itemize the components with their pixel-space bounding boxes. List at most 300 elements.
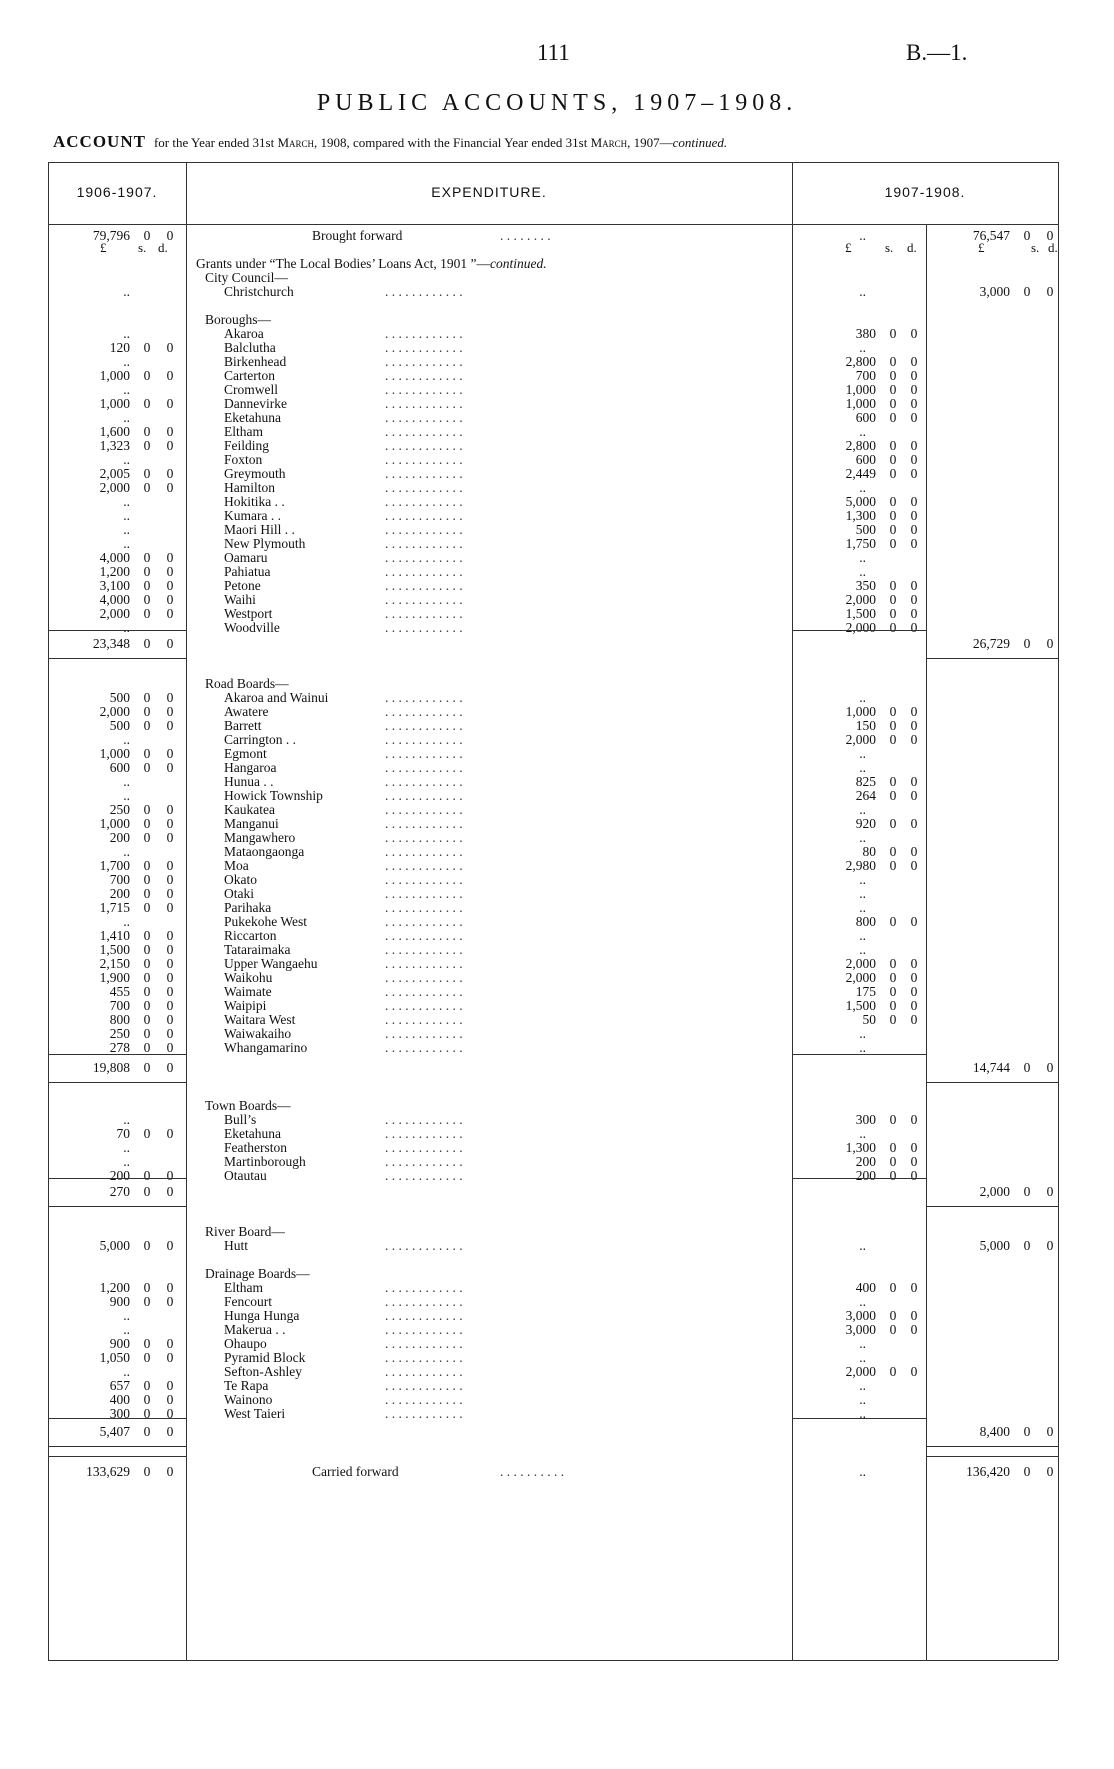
amount-1906-shillings: 0 (143, 578, 151, 593)
line-item-label: Waiwakaiho (224, 1026, 292, 1041)
amount-1907-detail-shillings: 0 (889, 984, 897, 999)
amount-1907-detail-pounds: 825 (855, 774, 876, 789)
amount-1906-pence: 0 (166, 340, 174, 355)
amount-1906-pounds: 1,200 (99, 564, 130, 579)
column-divider-left (186, 162, 187, 1660)
amount-1906-pounds: 2,000 (99, 606, 130, 621)
amount-1906-pounds: 1,200 (99, 1280, 130, 1295)
line-item-label: Waihi (224, 592, 256, 607)
line-item-label: Awatere (224, 704, 269, 719)
amount-1906-pounds: .. (123, 410, 130, 425)
leader-dots: . . . . . . . . . . . . (385, 382, 463, 397)
leader-dots: . . . . . . . . . . . . (385, 816, 463, 831)
leader-dots: . . . . . . . . . . . . (385, 1168, 463, 1183)
amount-1906-pounds: .. (123, 494, 130, 509)
leader-dots: . . . . . . . . . . . . (385, 522, 463, 537)
leader-dots: . . . . . . . . . . . . (385, 690, 463, 705)
amount-1907-detail-shillings: 0 (889, 1322, 897, 1337)
subtitle-month-1: March (277, 135, 315, 150)
amount-1906-pounds: .. (123, 732, 130, 747)
section-heading: Drainage Boards— (205, 1266, 310, 1281)
amount-1907-detail-pence: 0 (910, 984, 918, 999)
amount-1906-pounds: 1,600 (99, 424, 130, 439)
pound-label: £ (845, 240, 852, 255)
detail-nil: .. (859, 564, 866, 579)
amount-1906-shillings: 0 (143, 396, 151, 411)
amount-1906-pounds: 500 (109, 690, 130, 705)
line-item-label: Waimate (224, 984, 272, 999)
heading-continued: continued. (490, 256, 547, 271)
amount-1906-shillings: 0 (143, 1126, 151, 1141)
leader-dots: . . . . . . . . . . . . (385, 788, 463, 803)
amount-1906-shillings: 0 (143, 424, 151, 439)
leader-dots: . . . . . . . . . . . . (385, 998, 463, 1013)
leader-dots: . . . . . . . . . . . . (385, 1364, 463, 1379)
amount-1906-pounds: 250 (109, 802, 130, 817)
line-item-label: Makerua . . (224, 1322, 286, 1337)
amount-1906-pounds: 500 (109, 718, 130, 733)
pound-label: £ (978, 240, 985, 255)
amount-1906-pence: 0 (166, 1464, 174, 1479)
carried-forward-rule (926, 1456, 1058, 1457)
page-number: 111 (537, 40, 570, 65)
line-item-label: Kaukatea (224, 802, 275, 817)
amount-1906-pounds: .. (123, 452, 130, 467)
subtotal-1907-shillings: 0 (1023, 1424, 1031, 1439)
amount-1906-pounds: 1,323 (99, 438, 130, 453)
leader-dots: . . . . . . . . (500, 228, 551, 243)
amount-1907-detail-shillings: 0 (889, 326, 897, 341)
leader-dots: . . . . . . . . . . . . (385, 368, 463, 383)
amount-1907-detail-pence: 0 (910, 508, 918, 523)
leader-dots: . . . . . . . . . . . . (385, 970, 463, 985)
shilling-label: s. (138, 240, 147, 255)
leader-dots: . . . . . . . . . . . . (385, 1238, 463, 1253)
leader-dots: . . . . . . . . . . . . (385, 1294, 463, 1309)
amount-1907-detail-shillings: 0 (889, 606, 897, 621)
line-item-label: Westport (224, 606, 273, 621)
leader-dots: . . . . . . . . . . . . (385, 928, 463, 943)
leader-dots: . . . . . . . . . . . . (385, 1112, 463, 1127)
subtotal-1906-pence: 0 (166, 636, 174, 651)
leader-dots: . . . . . . . . . . . . (385, 844, 463, 859)
amount-1906-shillings: 0 (143, 942, 151, 957)
amount-1907-detail-pounds: 380 (855, 326, 876, 341)
amount-1906-pence: 0 (166, 1294, 174, 1309)
amount-1906-pounds: 2,150 (99, 956, 130, 971)
amount-1906-pounds: 200 (109, 830, 130, 845)
amount-1906-pounds: 1,410 (99, 928, 130, 943)
amount-1907-detail-pounds: 2,000 (845, 1364, 876, 1379)
detail-nil: .. (859, 1040, 866, 1055)
amount-1906-shillings: 0 (143, 900, 151, 915)
amount-1907-detail-pounds: 200 (855, 1154, 876, 1169)
amount-1906-shillings: 0 (143, 1294, 151, 1309)
amount-1907-total-pence: 0 (1046, 284, 1054, 299)
amount-1906-pounds: 700 (109, 872, 130, 887)
amount-1907-detail-shillings: 0 (889, 844, 897, 859)
leader-dots: . . . . . . . . . . . . (385, 410, 463, 425)
detail-nil: .. (859, 424, 866, 439)
amount-1906-shillings: 0 (143, 1406, 151, 1421)
amount-1906-pence: 0 (166, 802, 174, 817)
subtotal-rule-total (926, 658, 1058, 659)
column-header-1906-1907: 1906-1907. (76, 184, 158, 200)
amount-1907-detail-shillings: 0 (889, 914, 897, 929)
line-item-label: Brought forward (312, 228, 403, 243)
subtotal-1907-pounds: 14,744 (972, 1060, 1010, 1075)
amount-1907-detail-pence: 0 (910, 522, 918, 537)
amount-1906-pounds: .. (123, 620, 130, 635)
amount-1906-shillings: 0 (143, 928, 151, 943)
page-title: PUBLIC ACCOUNTS, 1907–1908. (316, 90, 798, 116)
amount-1907-detail-shillings: 0 (889, 368, 897, 383)
amount-1907-detail-shillings: 0 (889, 354, 897, 369)
detail-nil: .. (859, 1350, 866, 1365)
line-item-label: Hunga Hunga (224, 1308, 300, 1323)
subtotal-1907-pounds: 2,000 (979, 1184, 1010, 1199)
amount-1906-pounds: .. (123, 354, 130, 369)
amount-1906-shillings: 0 (143, 690, 151, 705)
amount-1906-pence: 0 (166, 746, 174, 761)
subtotal-rule-prev (48, 1178, 186, 1179)
line-item-label: Oamaru (224, 550, 268, 565)
amount-1907-detail-pounds: 600 (855, 452, 876, 467)
amount-1907-detail-pence: 0 (910, 354, 918, 369)
leader-dots: . . . . . . . . . . . . (385, 620, 463, 635)
subtotal-1906-pounds: 19,808 (92, 1060, 130, 1075)
subtotal-rule-detail (792, 1054, 926, 1055)
amount-1907-detail-pounds: 2,000 (845, 592, 876, 607)
amount-1907-detail-shillings: 0 (889, 536, 897, 551)
amount-1906-pence: 0 (166, 886, 174, 901)
amount-1906-pence: 0 (166, 900, 174, 915)
amount-1906-pence: 0 (166, 1350, 174, 1365)
leader-dots: . . . . . . . . . . . . (385, 802, 463, 817)
amount-1906-pence: 0 (166, 396, 174, 411)
subtotal-1906-shillings: 0 (143, 636, 151, 651)
amount-1907-detail-shillings: 0 (889, 816, 897, 831)
amount-1907-detail-pence: 0 (910, 438, 918, 453)
section-heading: Road Boards— (205, 676, 289, 691)
amount-1907-detail-pounds: 1,300 (845, 508, 876, 523)
leader-dots: . . . . . . . . . . . . (385, 1026, 463, 1041)
leader-dots: . . . . . . . . . . . . (385, 592, 463, 607)
amount-1907-detail-shillings: 0 (889, 1012, 897, 1027)
amount-1906-pounds: 700 (109, 998, 130, 1013)
amount-1906-pence: 0 (166, 998, 174, 1013)
leader-dots: . . . . . . . . . . . . (385, 886, 463, 901)
amount-1907-total-pounds: 3,000 (979, 284, 1010, 299)
subtitle-text-c: , 1907— (627, 135, 673, 150)
line-item-label: Hangaroa (224, 760, 277, 775)
line-item-label: Featherston (224, 1140, 287, 1155)
amount-1907-detail-pounds: 2,800 (845, 354, 876, 369)
line-item-label: Riccarton (224, 928, 277, 943)
detail-nil: .. (859, 1392, 866, 1407)
line-item-label: Woodville (224, 620, 280, 635)
amount-1907-detail-shillings: 0 (889, 1364, 897, 1379)
amount-1906-shillings: 0 (143, 564, 151, 579)
leader-dots: . . . . . . . . . . . . (385, 774, 463, 789)
amount-1906-pence: 0 (166, 760, 174, 775)
subtotal-1906-pence: 0 (166, 1060, 174, 1075)
pence-label: d. (1048, 240, 1058, 255)
line-item-label: Howick Township (224, 788, 323, 803)
leader-dots: . . . . . . . . . . . . (385, 354, 463, 369)
amount-1907-detail-shillings: 0 (889, 1140, 897, 1155)
amount-1906-pence: 0 (166, 830, 174, 845)
line-item-label: Greymouth (224, 466, 286, 481)
line-item-label: Petone (224, 578, 261, 593)
amount-1906-shillings: 0 (143, 816, 151, 831)
detail-nil: .. (859, 928, 866, 943)
subtotal-rule-prev-lower (48, 658, 186, 659)
detail-nil: .. (859, 872, 866, 887)
line-item-label: Dannevirke (224, 396, 287, 411)
column-header-expenditure: EXPENDITURE. (431, 184, 547, 200)
amount-1907-detail-pence: 0 (910, 1364, 918, 1379)
shilling-label: s. (1031, 240, 1040, 255)
leader-dots: . . . . . . . . . . . . (385, 1406, 463, 1421)
amount-1906-shillings: 0 (143, 1040, 151, 1055)
amount-1907-detail-pounds: 80 (862, 844, 876, 859)
amount-1906-shillings: 0 (143, 1350, 151, 1365)
amount-1907-detail-pounds: 1,000 (845, 704, 876, 719)
amount-1906-shillings: 0 (143, 368, 151, 383)
amount-1907-detail-shillings: 0 (889, 438, 897, 453)
subtotal-1907-pence: 0 (1046, 1060, 1054, 1075)
section-heading: Boroughs— (205, 312, 272, 327)
amount-1907-detail-pence: 0 (910, 368, 918, 383)
amount-1906-pounds: 2,000 (99, 480, 130, 495)
subtotal-rule-total (926, 1082, 1058, 1083)
line-item-label: Feilding (224, 438, 270, 453)
document-reference: B.—1. (906, 40, 968, 65)
amount-1906-pounds: 278 (109, 1040, 130, 1055)
leader-dots: . . . . . . . . . . . . (385, 1378, 463, 1393)
leader-dots: . . . . . . . . . . . . (385, 746, 463, 761)
amount-1907-detail-pence: 0 (910, 914, 918, 929)
amount-1906-shillings: 0 (143, 480, 151, 495)
amount-1907-detail-shillings: 0 (889, 718, 897, 733)
line-item-label: New Plymouth (224, 536, 306, 551)
line-item-label: Eketahuna (224, 1126, 281, 1141)
leader-dots: . . . . . . . . . . . . (385, 984, 463, 999)
line-item-label: Carried forward (312, 1464, 399, 1479)
amount-1906-pounds: .. (123, 1140, 130, 1155)
leader-dots: . . . . . . . . . . . . (385, 1040, 463, 1055)
amount-1906-pence: 0 (166, 424, 174, 439)
amount-1906-shillings: 0 (143, 984, 151, 999)
line-item-label: Akaroa and Wainui (224, 690, 329, 705)
leader-dots: . . . . . . . . . . . . (385, 760, 463, 775)
amount-1906-pounds: 2,000 (99, 704, 130, 719)
amount-1906-pence: 0 (166, 858, 174, 873)
amount-1906-pence: 0 (166, 466, 174, 481)
amount-1906-pounds: .. (123, 284, 130, 299)
amount-1907-detail-pence: 0 (910, 718, 918, 733)
amount-1906-pounds: 1,000 (99, 816, 130, 831)
amount-1906-pence: 0 (166, 1040, 174, 1055)
amount-1907-detail-pounds: 2,000 (845, 732, 876, 747)
amount-1907-detail-pounds: 1,000 (845, 382, 876, 397)
amount-1906-pounds: 5,000 (99, 1238, 130, 1253)
amount-1907-detail-pence: 0 (910, 410, 918, 425)
subtotal-rule-detail (792, 1418, 926, 1419)
section-heading: Grants under “The Local Bodies’ Loans Act, 1901 ”—continued. (196, 256, 547, 271)
amount-1907-detail-pence: 0 (910, 788, 918, 803)
amount-1907-detail-pence: 0 (910, 858, 918, 873)
detail-nil: .. (859, 1238, 866, 1253)
line-item-label: Christchurch (224, 284, 294, 299)
amount-1906-pence: 0 (166, 564, 174, 579)
detail-nil: .. (859, 284, 866, 299)
amount-1906-pounds: 250 (109, 1026, 130, 1041)
leader-dots: . . . . . . . . . . . . (385, 494, 463, 509)
amount-1907-detail-pounds: 2,449 (845, 466, 876, 481)
detail-nil: .. (859, 802, 866, 817)
amount-1907-detail-shillings: 0 (889, 788, 897, 803)
subtotal-1907-shillings: 0 (1023, 636, 1031, 651)
subtotal-rule-prev (48, 1418, 186, 1419)
amount-1906-shillings: 0 (143, 760, 151, 775)
subtotal-1907-pence: 0 (1046, 636, 1054, 651)
line-item-label: Maori Hill . . (224, 522, 295, 537)
amount-1907-detail-shillings: 0 (889, 396, 897, 411)
amount-1906-pounds: 1,900 (99, 970, 130, 985)
leader-dots: . . . . . . . . . . . . (385, 326, 463, 341)
amount-1906-pounds: 900 (109, 1294, 130, 1309)
line-item-label: Fencourt (224, 1294, 272, 1309)
amount-1906-pence: 0 (166, 550, 174, 565)
amount-1906-pounds: 1,050 (99, 1350, 130, 1365)
subtotal-rule-prev-lower (48, 1446, 186, 1447)
amount-1906-pence: 0 (166, 1392, 174, 1407)
leader-dots: . . . . . . . . . . . . (385, 606, 463, 621)
subtotal-1906-pounds: 270 (109, 1184, 130, 1199)
amount-1906-pounds: 3,100 (99, 578, 130, 593)
amount-1907-detail-pence: 0 (910, 1280, 918, 1295)
amount-1906-pence: 0 (166, 956, 174, 971)
amount-1906-pounds: .. (123, 1308, 130, 1323)
leader-dots: . . . . . . . . . . . . (385, 942, 463, 957)
subtitle-lead: ACCOUNT (53, 132, 146, 151)
amount-1906-shillings: 0 (143, 1392, 151, 1407)
amount-1906-pence: 0 (166, 592, 174, 607)
amount-1906-shillings: 0 (143, 746, 151, 761)
amount-1906-pounds: 455 (109, 984, 130, 999)
amount-1906-shillings: 0 (143, 970, 151, 985)
leader-dots: . . . . . . . . . . . . (385, 564, 463, 579)
amount-1906-shillings: 0 (143, 550, 151, 565)
amount-1906-pounds: 1,715 (99, 900, 130, 915)
amount-1907-detail-pence: 0 (910, 382, 918, 397)
amount-1907-detail-shillings: 0 (889, 620, 897, 635)
amount-1906-pounds: 79,796 (92, 228, 130, 243)
amount-1907-detail-pounds: 200 (855, 1168, 876, 1183)
leader-dots: . . . . . . . . . . . . (385, 718, 463, 733)
amount-1906-shillings: 0 (143, 802, 151, 817)
leader-dots: . . . . . . . . . . . . (385, 732, 463, 747)
amount-1906-shillings: 0 (143, 830, 151, 845)
leader-dots: . . . . . . . . . . . . (385, 1140, 463, 1155)
subtotal-rule-prev (48, 630, 186, 631)
line-item-label: Carterton (224, 368, 275, 383)
account-subtitle (53, 132, 727, 152)
leader-dots: . . . . . . . . . . . . (385, 1012, 463, 1027)
amount-1907-total-pounds: 136,420 (966, 1464, 1010, 1479)
line-item-label: Cromwell (224, 382, 278, 397)
amount-1906-pence: 0 (166, 1026, 174, 1041)
leader-dots: . . . . . . . . . . . . (385, 704, 463, 719)
amount-1907-total-shillings: 0 (1023, 284, 1031, 299)
amount-1907-detail-shillings: 0 (889, 998, 897, 1013)
amount-1907-detail-shillings: 0 (889, 1308, 897, 1323)
amount-1907-detail-pence: 0 (910, 1112, 918, 1127)
amount-1906-pounds: .. (123, 382, 130, 397)
detail-nil: .. (859, 1126, 866, 1141)
leader-dots: . . . . . . . . . . . . (385, 1126, 463, 1141)
amount-1906-pence: 0 (166, 1378, 174, 1393)
amount-1906-pounds: 1,000 (99, 368, 130, 383)
amount-1907-detail-pounds: 264 (855, 788, 876, 803)
leader-dots: . . . . . . . . . . . . (385, 1322, 463, 1337)
line-item-label: Bull’s (224, 1112, 257, 1127)
amount-1907-detail-pounds: 3,000 (845, 1322, 876, 1337)
amount-1906-pence: 0 (166, 1012, 174, 1027)
subtotal-1906-shillings: 0 (143, 1424, 151, 1439)
leader-dots: . . . . . . . . . . (500, 1464, 565, 1479)
amount-1906-pounds: 200 (109, 1168, 130, 1183)
amount-1907-detail-shillings: 0 (889, 578, 897, 593)
leader-dots: . . . . . . . . . . . . (385, 578, 463, 593)
line-item-label: Ohaupo (224, 1336, 267, 1351)
line-item-label: Mataongaonga (224, 844, 305, 859)
amount-1907-detail-shillings: 0 (889, 382, 897, 397)
line-item-label: Eltham (224, 424, 263, 439)
amount-1907-detail-pence: 0 (910, 844, 918, 859)
amount-1907-detail-pounds: 50 (862, 1012, 876, 1027)
leader-dots: . . . . . . . . . . . . (385, 956, 463, 971)
line-item-label: Mangawhero (224, 830, 296, 845)
line-item-label: Birkenhead (224, 354, 287, 369)
amount-1907-detail-pounds: 800 (855, 914, 876, 929)
amount-1906-shillings: 0 (143, 1280, 151, 1295)
leader-dots: . . . . . . . . . . . . (385, 1392, 463, 1407)
amount-1906-pence: 0 (166, 816, 174, 831)
leader-dots: . . . . . . . . . . . . (385, 1308, 463, 1323)
amount-1907-detail-pounds: 2,000 (845, 956, 876, 971)
line-item-label: Pukekohe West (224, 914, 308, 929)
amount-1906-pence: 0 (166, 970, 174, 985)
pence-label: d. (158, 240, 168, 255)
amount-1906-pounds: 1,000 (99, 396, 130, 411)
amount-1906-pence: 0 (166, 578, 174, 593)
subtotal-rule-prev-lower (48, 1206, 186, 1207)
line-item-label: Hunua . . (224, 774, 274, 789)
line-item-label: Pyramid Block (224, 1350, 306, 1365)
leader-dots: . . . . . . . . . . . . (385, 508, 463, 523)
amount-1907-detail-shillings: 0 (889, 494, 897, 509)
amount-1907-detail-shillings: 0 (889, 1154, 897, 1169)
amount-1906-pounds: 1,700 (99, 858, 130, 873)
amount-1906-pounds: 657 (109, 1378, 130, 1393)
amount-1906-pounds: .. (123, 1322, 130, 1337)
line-item-label: Manganui (224, 816, 279, 831)
amount-1906-shillings: 0 (143, 1012, 151, 1027)
amount-1907-detail-pence: 0 (910, 536, 918, 551)
